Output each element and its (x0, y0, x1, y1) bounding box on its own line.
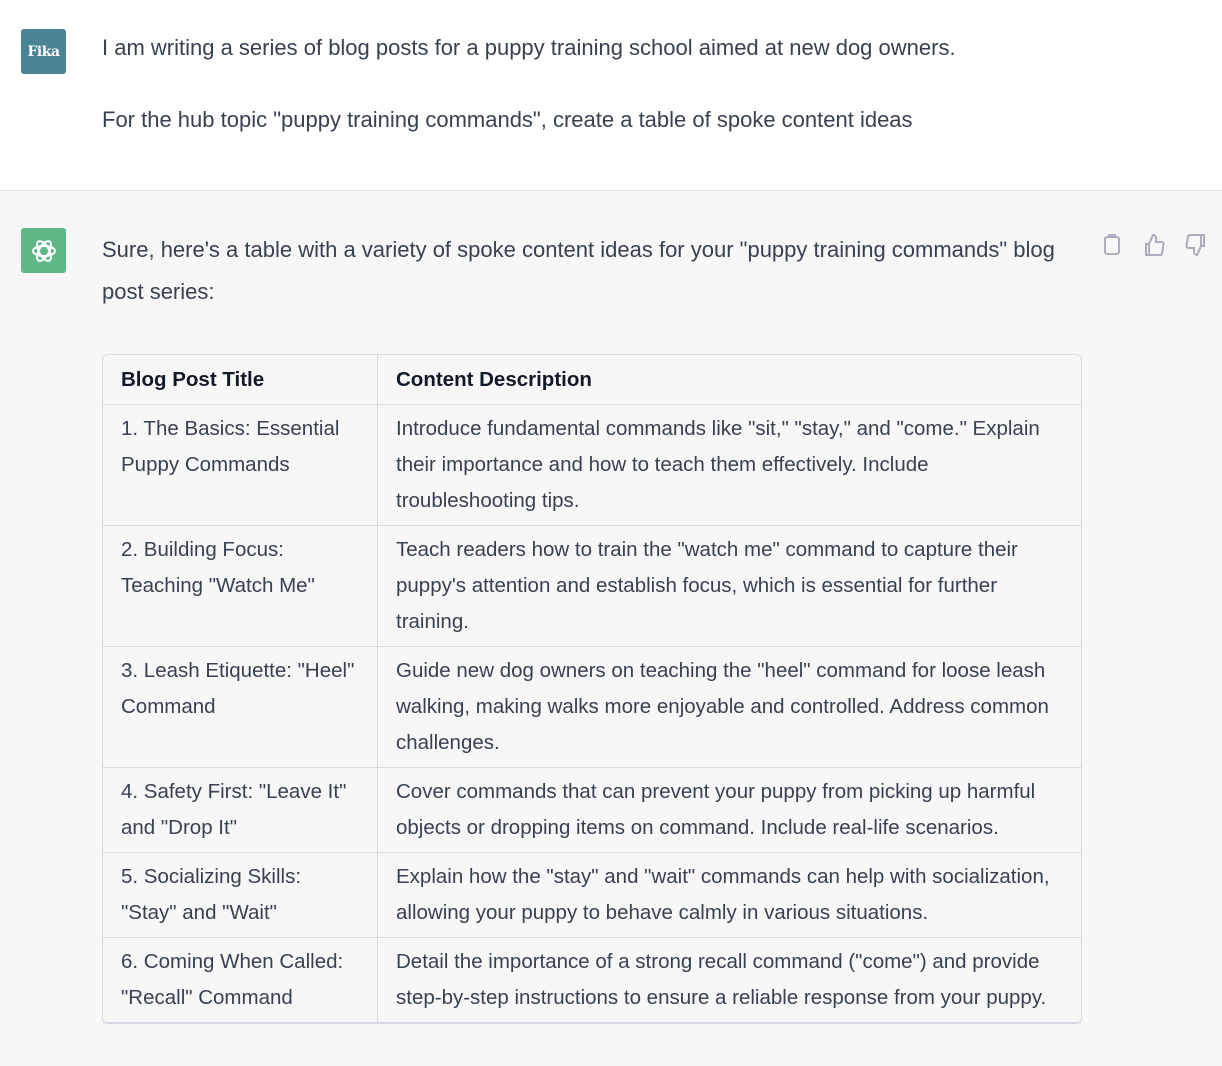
user-message (0, 0, 1222, 191)
cell-title: 3. Leash Etiquette: "Heel" Command (103, 647, 378, 768)
user-message-text (102, 30, 1102, 174)
message-actions (1100, 233, 1208, 257)
cell-description: Detail the importance of a strong recall command ("come") and provide step-by-step instructions to ensure a reliable response from your puppy. (378, 938, 1081, 1023)
user-avatar: Fika (21, 29, 66, 74)
assistant-intro: Sure, here's a table with a variety of spoke content ideas for your "puppy training commands" blog post series: (102, 237, 1055, 304)
copy-icon[interactable] (1100, 233, 1124, 257)
header-content-description: Content Description (378, 355, 1081, 405)
cell-title: 4. Safety First: "Leave It" and "Drop It" (103, 768, 378, 853)
content-ideas-table (102, 354, 1082, 1024)
thumbs-up-icon[interactable] (1142, 233, 1166, 257)
openai-logo-icon (21, 228, 66, 273)
table-row (103, 405, 1081, 526)
cell-description: Cover commands that can prevent your puppy from picking up harmful objects or dropping items on command. Include real-life scenarios. (378, 768, 1081, 853)
thumbs-down-icon[interactable] (1184, 233, 1208, 257)
table-row (103, 853, 1081, 938)
table-row (103, 938, 1081, 1023)
table-row (103, 526, 1081, 647)
cell-description: Teach readers how to train the "watch me" command to capture their puppy's attention and establish focus, which is essential for further training. (378, 526, 1081, 647)
cell-title: 5. Socializing Skills: "Stay" and "Wait" (103, 853, 378, 938)
user-paragraph: I am writing a series of blog posts for a puppy training school aimed at new dog owners. (102, 35, 956, 60)
table-header-row (103, 355, 1081, 405)
cell-title: 2. Building Focus: Teaching "Watch Me" (103, 526, 378, 647)
cell-description: Introduce fundamental commands like "sit," "stay," and "come." Explain their importance and how to teach them effectively. Include troubleshooting tips. (378, 405, 1081, 526)
cell-description: Guide new dog owners on teaching the "heel" command for loose leash walking, making walks more enjoyable and controlled. Address common challenges. (378, 647, 1081, 768)
cell-title: 6. Coming When Called: "Recall" Command (103, 938, 378, 1023)
table-row (103, 647, 1081, 768)
user-paragraph: For the hub topic "puppy training commands", create a table of spoke content ideas (102, 107, 913, 132)
cell-title: 1. The Basics: Essential Puppy Commands (103, 405, 378, 526)
table-row (103, 768, 1081, 853)
header-blog-post-title: Blog Post Title (103, 355, 378, 405)
cell-description: Explain how the "stay" and "wait" commands can help with socialization, allowing your puppy to behave calmly in various situations. (378, 853, 1081, 938)
assistant-message (0, 191, 1222, 1066)
